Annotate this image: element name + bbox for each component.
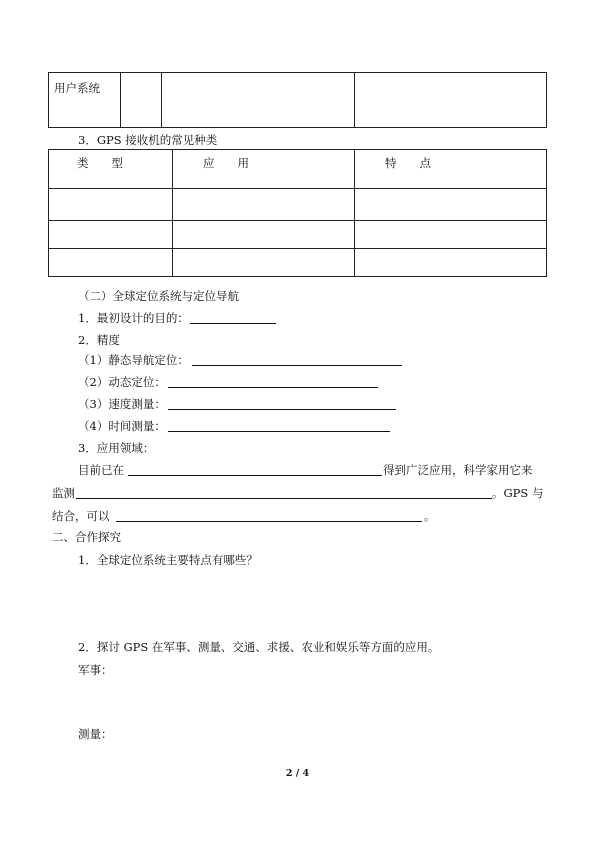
para1-end: 得到广泛应用，科学家用它来 bbox=[383, 463, 533, 477]
table-cell[interactable] bbox=[355, 221, 547, 249]
row-label: 用户系统 bbox=[54, 81, 100, 95]
para3-blank[interactable] bbox=[116, 521, 422, 522]
table-cell[interactable] bbox=[173, 249, 355, 277]
table-row bbox=[49, 249, 547, 277]
fields-label: 3．应用领域： bbox=[78, 441, 155, 455]
receiver-heading: 3．GPS 接收机的常见种类 bbox=[78, 133, 218, 147]
header-application: 应 用 bbox=[203, 156, 249, 170]
header-cell bbox=[49, 150, 173, 189]
static-label: （1）静态导航定位： bbox=[78, 353, 189, 367]
time-label: （4）时间测量： bbox=[78, 419, 166, 433]
table-cell[interactable] bbox=[173, 221, 355, 249]
static-blank[interactable] bbox=[192, 365, 402, 366]
user-system-table bbox=[48, 72, 547, 128]
table-cell[interactable] bbox=[173, 189, 355, 221]
dynamic-label: （2）动态定位： bbox=[78, 375, 166, 389]
dynamic-blank[interactable] bbox=[168, 387, 378, 388]
speed-label: （3）速度测量： bbox=[78, 397, 166, 411]
header-cell bbox=[173, 150, 355, 189]
page-number: 2 / 4 bbox=[285, 768, 310, 779]
table-cell[interactable] bbox=[355, 189, 547, 221]
table-cell[interactable] bbox=[355, 249, 547, 277]
para2-end: 。GPS 与 bbox=[492, 486, 544, 500]
para3-start: 结合，可以 bbox=[52, 509, 110, 523]
para1-blank[interactable] bbox=[128, 475, 382, 476]
table-row bbox=[49, 189, 547, 221]
table-row bbox=[49, 221, 547, 249]
para3-end: 。 bbox=[424, 509, 436, 523]
question-2: 2．探讨 GPS 在军事、测量、交通、求援、农业和娱乐等方面的应用。 bbox=[78, 640, 440, 654]
receiver-types-table bbox=[48, 149, 547, 277]
precision-label: 2．精度 bbox=[78, 333, 120, 347]
table-cell[interactable] bbox=[49, 249, 173, 277]
purpose-blank[interactable] bbox=[190, 323, 276, 324]
question-1: 1．全球定位系统主要特点有哪些？ bbox=[78, 553, 258, 567]
empty-cell bbox=[162, 73, 355, 128]
para2-blank[interactable] bbox=[76, 498, 492, 499]
header-feature: 特 点 bbox=[385, 156, 431, 170]
military-label: 军事： bbox=[78, 663, 113, 677]
speed-blank[interactable] bbox=[168, 409, 396, 410]
para1-start: 目前已在 bbox=[78, 463, 124, 477]
coop-heading: 二、合作探究 bbox=[52, 530, 121, 544]
empty-cell bbox=[355, 73, 547, 128]
purpose-label: 1．最初设计的目的： bbox=[78, 311, 189, 325]
table-cell[interactable] bbox=[49, 189, 173, 221]
header-type: 类 型 bbox=[77, 156, 123, 170]
survey-label: 测量： bbox=[78, 727, 113, 741]
table-header-row bbox=[49, 150, 547, 189]
empty-cell bbox=[121, 73, 162, 128]
nav-section-heading: （二）全球定位系统与定位导航 bbox=[78, 289, 239, 303]
time-blank[interactable] bbox=[168, 431, 390, 432]
table-cell[interactable] bbox=[49, 221, 173, 249]
para2-start: 监测 bbox=[52, 486, 75, 500]
header-cell bbox=[355, 150, 547, 189]
row-label-cell bbox=[49, 73, 121, 128]
